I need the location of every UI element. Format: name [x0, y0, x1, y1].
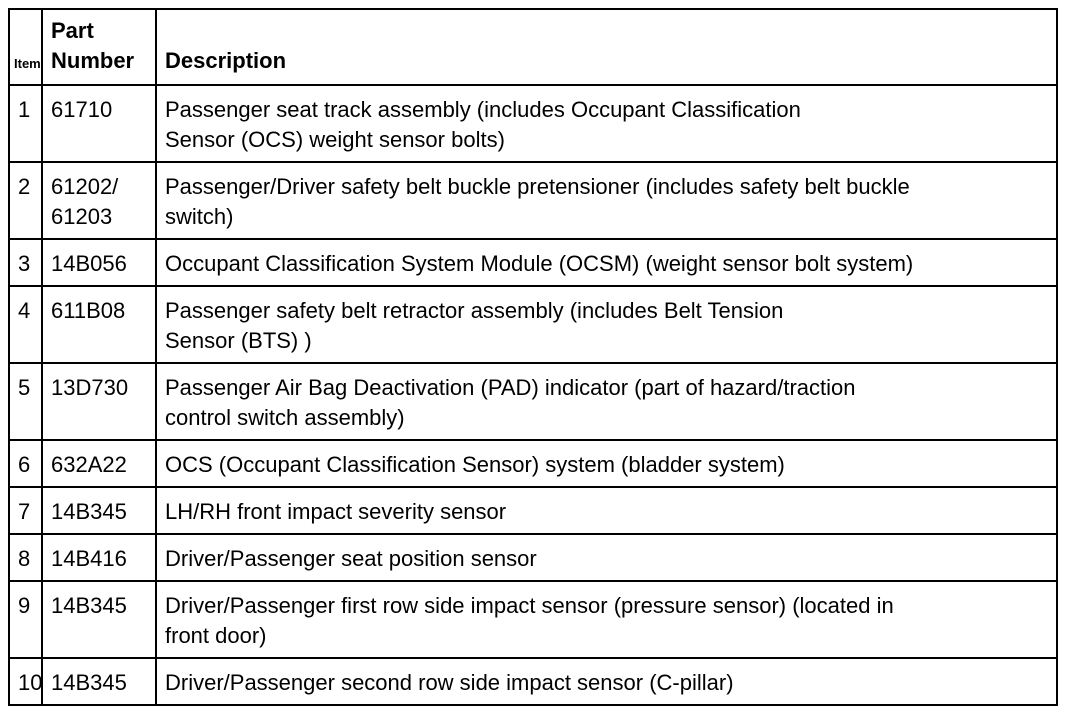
cell-description [156, 239, 1057, 286]
table-row [9, 487, 1057, 534]
cell-item: 10 [9, 658, 42, 705]
description-line: OCS (Occupant Classification Sensor) system (bladder system) [165, 452, 785, 477]
cell-part-number: 61710 [42, 85, 156, 162]
cell-part-number: 611B08 [42, 286, 156, 363]
table-header-row [9, 9, 1057, 85]
cell-part-number: 14B345 [42, 658, 156, 705]
cell-item: 8 [9, 534, 42, 581]
table-row [9, 534, 1057, 581]
header-part-number-label: Part Number [51, 18, 135, 73]
description-line: front door) [165, 623, 267, 648]
cell-item: 3 [9, 239, 42, 286]
description-line: Driver/Passenger seat position sensor [165, 546, 537, 571]
table-row [9, 239, 1057, 286]
description-line: Sensor (BTS) ) [165, 328, 312, 353]
cell-item: 2 [9, 162, 42, 239]
cell-item: 9 [9, 581, 42, 658]
cell-part-number: 632A22 [42, 440, 156, 487]
description-line: control switch assembly) [165, 405, 405, 430]
description-line: Passenger Air Bag Deactivation (PAD) indicator (part of hazard/traction [165, 375, 856, 400]
cell-description [156, 85, 1057, 162]
cell-item: 5 [9, 363, 42, 440]
cell-description [156, 363, 1057, 440]
cell-item: 4 [9, 286, 42, 363]
cell-description [156, 440, 1057, 487]
cell-description [156, 162, 1057, 239]
table-row [9, 363, 1057, 440]
cell-description [156, 534, 1057, 581]
description-line: switch) [165, 204, 234, 229]
cell-part-number: 14B056 [42, 239, 156, 286]
header-description: Description [156, 9, 1057, 85]
table-row [9, 581, 1057, 658]
description-line: Driver/Passenger second row side impact sensor (C-pillar) [165, 670, 734, 695]
cell-part-number: 14B345 [42, 581, 156, 658]
description-line: Driver/Passenger first row side impact sensor (pressure sensor) (located in [165, 593, 894, 618]
cell-description [156, 581, 1057, 658]
cell-part-number: 14B416 [42, 534, 156, 581]
cell-item: 6 [9, 440, 42, 487]
cell-part-number [42, 162, 156, 239]
cell-description [156, 487, 1057, 534]
table-row [9, 658, 1057, 705]
table-row [9, 440, 1057, 487]
description-line: Occupant Classification System Module (OCSM) (weight sensor bolt system) [165, 251, 914, 276]
header-part-number [42, 9, 156, 85]
header-item: Item [9, 9, 42, 85]
description-line: Passenger/Driver safety belt buckle pretensioner (includes safety belt buckle [165, 174, 910, 199]
parts-table [8, 8, 1058, 706]
table-row [9, 162, 1057, 239]
part-number-line: 61203 [51, 204, 113, 229]
cell-description [156, 286, 1057, 363]
description-line: Sensor (OCS) weight sensor bolts) [165, 127, 505, 152]
cell-part-number: 13D730 [42, 363, 156, 440]
cell-part-number: 14B345 [42, 487, 156, 534]
cell-item: 7 [9, 487, 42, 534]
part-number-line: 61202/ [51, 174, 119, 199]
description-line: Passenger safety belt retractor assembly (includes Belt Tension [165, 298, 784, 323]
description-line: Passenger seat track assembly (includes Occupant Classification [165, 97, 801, 122]
cell-description [156, 658, 1057, 705]
table-row [9, 85, 1057, 162]
description-line: LH/RH front impact severity sensor [165, 499, 507, 524]
cell-item: 1 [9, 85, 42, 162]
table-row [9, 286, 1057, 363]
